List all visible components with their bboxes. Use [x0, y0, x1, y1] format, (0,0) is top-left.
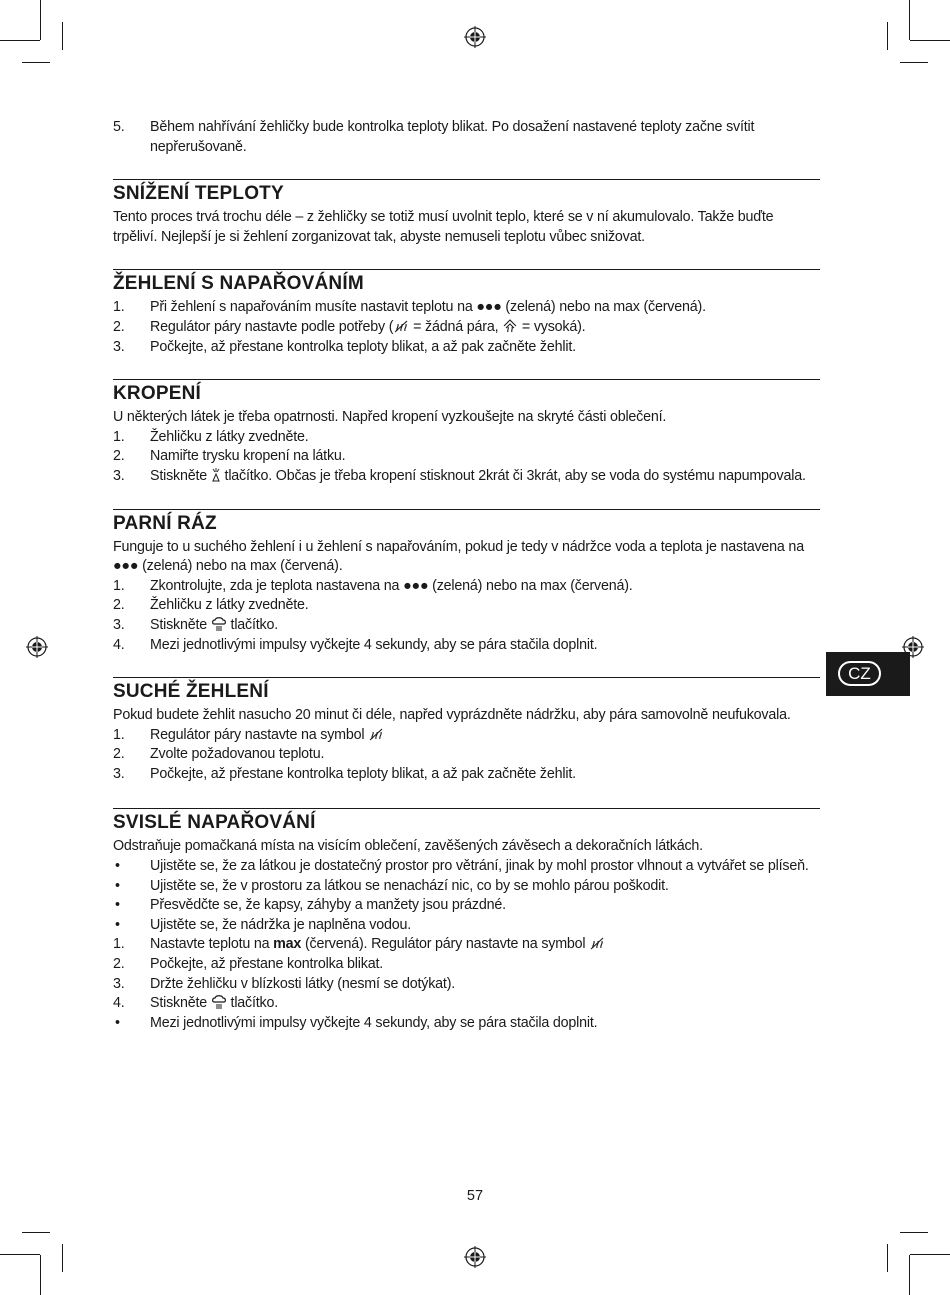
- list-item: [113, 577, 820, 597]
- list-item: [113, 298, 820, 318]
- list-item: [113, 596, 820, 616]
- list-text: Během nahřívání žehličky bude kontrolka teploty blikat. Po dosažení nastavené teploty začne svítit nepřerušovaně.: [150, 119, 755, 155]
- section-heading: KROPENÍ: [113, 379, 820, 406]
- list-item: [113, 467, 820, 487]
- list-text: Žehličku z látky zvedněte.: [150, 597, 309, 614]
- language-tab-label: CZ: [838, 661, 881, 686]
- list-number: 3.: [113, 338, 125, 355]
- section-heading: SUCHÉ ŽEHLENÍ: [113, 677, 820, 704]
- list-text: Přesvědčte se, že kapsy, záhyby a manžety jsou prázdné.: [150, 897, 506, 914]
- list-text: tlačítko. Občas je třeba kropení stisknout 2krát či 3krát, aby se voda do systému napumpovala.: [220, 467, 806, 484]
- list-text: Zkontrolujte, zda je teplota nastavena na ●●● (zelená) nebo na max (červená).: [150, 577, 633, 594]
- list-text: (červená). Regulátor páry nastavte na symbol: [301, 936, 590, 953]
- paragraph: Odstraňuje pomačkaná místa na visícím oblečení, zavěšených závěsech a dekoračních látkách.: [113, 838, 703, 855]
- spray-icon: [211, 467, 221, 483]
- paragraph: U některých látek je třeba opatrnosti. Napřed kropení vyzkoušejte na skryté části oblečení.: [113, 409, 667, 426]
- bullet: •: [115, 858, 120, 875]
- list-number: 4.: [113, 636, 125, 653]
- no-steam-icon: [393, 318, 409, 334]
- section-heading: SNÍŽENÍ TEPLOTY: [113, 179, 820, 206]
- section-heading: PARNÍ RÁZ: [113, 509, 820, 536]
- list-text-bold: max: [273, 936, 302, 953]
- section-dry-ironing: [113, 677, 820, 784]
- list-text: Ujistěte se, že nádržka je naplněna vodou.: [150, 916, 412, 933]
- bullet: •: [115, 877, 120, 894]
- list-text: tlačítko.: [226, 616, 279, 633]
- list-number: 1.: [113, 936, 125, 953]
- list-number: 1.: [113, 726, 125, 743]
- crop-mark: [62, 22, 63, 50]
- section-heading: ŽEHLENÍ S NAPAŘOVÁNÍM: [113, 269, 820, 296]
- no-steam-icon: [589, 935, 605, 951]
- list-text: = vysoká).: [518, 318, 586, 335]
- list-number: 3.: [113, 616, 125, 633]
- list-item: [113, 118, 820, 157]
- list-item: [113, 935, 820, 955]
- list-number: 3.: [113, 765, 125, 782]
- section-heading: SVISLÉ NAPAŘOVÁNÍ: [113, 808, 820, 835]
- section-temperature-reduction: [113, 179, 820, 247]
- list-number: 2.: [113, 597, 125, 614]
- crop-mark: [887, 22, 888, 50]
- list-text: Mezi jednotlivými impulsy vyčkejte 4 sekundy, aby se pára stačila doplnit.: [150, 1014, 598, 1031]
- list-item: [113, 318, 820, 338]
- crop-mark: [909, 1255, 910, 1295]
- crop-mark: [0, 1254, 40, 1255]
- bullet: •: [115, 897, 120, 914]
- registration-mark: [26, 636, 48, 658]
- crop-mark: [0, 40, 40, 41]
- bullet-item: [113, 896, 820, 916]
- crop-mark: [910, 40, 950, 41]
- crop-mark: [40, 1255, 41, 1295]
- page-number: 57: [466, 1188, 484, 1204]
- list-number: 3.: [113, 975, 125, 992]
- list-number: 1.: [113, 299, 125, 316]
- list-number: 2.: [113, 448, 125, 465]
- list-text: Regulátor páry nastavte na symbol: [150, 726, 369, 743]
- bullet-item: [113, 1014, 820, 1034]
- list-number: 2.: [113, 318, 125, 335]
- registration-mark: [464, 26, 486, 48]
- steam-burst-icon: [211, 994, 227, 1010]
- crop-mark: [900, 1232, 928, 1233]
- list-text: Ujistěte se, že za látkou je dostatečný prostor pro větrání, jinak by mohl prostor vlhnout a vytvářet se plíseň.: [150, 858, 809, 875]
- section-steam-burst: [113, 509, 820, 656]
- crop-mark: [909, 0, 910, 40]
- list-item: [113, 428, 820, 448]
- list-text: = žádná pára,: [409, 318, 503, 335]
- crop-mark: [40, 0, 41, 40]
- crop-mark: [910, 1254, 950, 1255]
- paragraph: Pokud budete žehlit nasucho 20 minut či déle, napřed vyprázdněte nádržku, aby pára samovolně neufukovala.: [113, 707, 791, 724]
- steam-burst-icon: [211, 616, 227, 632]
- list-number: 5.: [113, 119, 125, 135]
- bullet: •: [115, 916, 120, 933]
- list-text: Stiskněte: [150, 995, 211, 1012]
- list-item: [113, 616, 820, 636]
- list-item: [113, 975, 820, 995]
- list-text: Počkejte, až přestane kontrolka teploty blikat, a až pak začněte žehlit.: [150, 765, 576, 782]
- bullet-item: [113, 877, 820, 897]
- list-number: 1.: [113, 577, 125, 594]
- list-text: Držte žehličku v blízkosti látky (nesmí se dotýkat).: [150, 975, 456, 992]
- list-text: Zvolte požadovanou teplotu.: [150, 746, 325, 763]
- paragraph: Tento proces trvá trochu déle – z žehličky se totiž musí uvolnit teplo, které se v ní akumulovalo. Takže buďte trpěliví. Nejlepší je si žehlení zorganizovat tak, abyste nemuseli teplotu vůbec snižovat.: [113, 209, 774, 245]
- list-text: Počkejte, až přestane kontrolka blikat.: [150, 956, 383, 973]
- registration-mark: [464, 1246, 486, 1268]
- list-item: [113, 745, 820, 765]
- crop-mark: [887, 1244, 888, 1272]
- list-text: Stiskněte: [150, 467, 211, 484]
- list-text: Namiřte trysku kropení na látku.: [150, 448, 346, 465]
- list-text: Nastavte teplotu na: [150, 936, 274, 953]
- bullet: •: [115, 1014, 120, 1031]
- crop-mark: [900, 62, 928, 63]
- list-number: 2.: [113, 746, 125, 763]
- list-item: [113, 636, 820, 656]
- section-vertical-steaming: [113, 808, 820, 1033]
- list-text: Při žehlení s napařováním musíte nastavit teplotu na ●●● (zelená) nebo na max (červená).: [150, 299, 706, 316]
- list-number: 2.: [113, 956, 125, 973]
- page-content: [113, 118, 820, 1033]
- language-tab: [826, 652, 910, 696]
- list-item: [113, 994, 820, 1014]
- high-steam-icon: [502, 318, 518, 334]
- list-number: 1.: [113, 428, 125, 445]
- paragraph: Funguje to u suchého žehlení i u žehlení s napařováním, pokud je tedy v nádržce voda a teplota je nastavena na ●●● (zelená) nebo na max (červená).: [113, 538, 804, 575]
- list-number: 3.: [113, 467, 125, 484]
- section-spraying: [113, 379, 820, 486]
- list-item: [113, 447, 820, 467]
- list-item: [113, 765, 820, 785]
- crop-mark: [22, 62, 50, 63]
- list-text: Mezi jednotlivými impulsy vyčkejte 4 sekundy, aby se pára stačila doplnit.: [150, 636, 598, 653]
- list-text: tlačítko.: [226, 995, 279, 1012]
- list-item: [113, 338, 820, 358]
- list-text: Žehličku z látky zvedněte.: [150, 428, 309, 445]
- list-item: [113, 726, 820, 746]
- list-number: 4.: [113, 995, 125, 1012]
- list-text: Počkejte, až přestane kontrolka teploty blikat, a až pak začněte žehlit.: [150, 338, 576, 355]
- list-text: Regulátor páry nastavte podle potřeby (: [150, 318, 394, 335]
- crop-mark: [22, 1232, 50, 1233]
- bullet-item: [113, 916, 820, 936]
- bullet-item: [113, 857, 820, 877]
- list-item: [113, 955, 820, 975]
- list-text: Stiskněte: [150, 616, 211, 633]
- list-text: Ujistěte se, že v prostoru za látkou se nenachází nic, co by se mohlo párou poškodit.: [150, 877, 669, 894]
- no-steam-icon: [368, 726, 384, 742]
- section-steam-ironing: [113, 269, 820, 357]
- crop-mark: [62, 1244, 63, 1272]
